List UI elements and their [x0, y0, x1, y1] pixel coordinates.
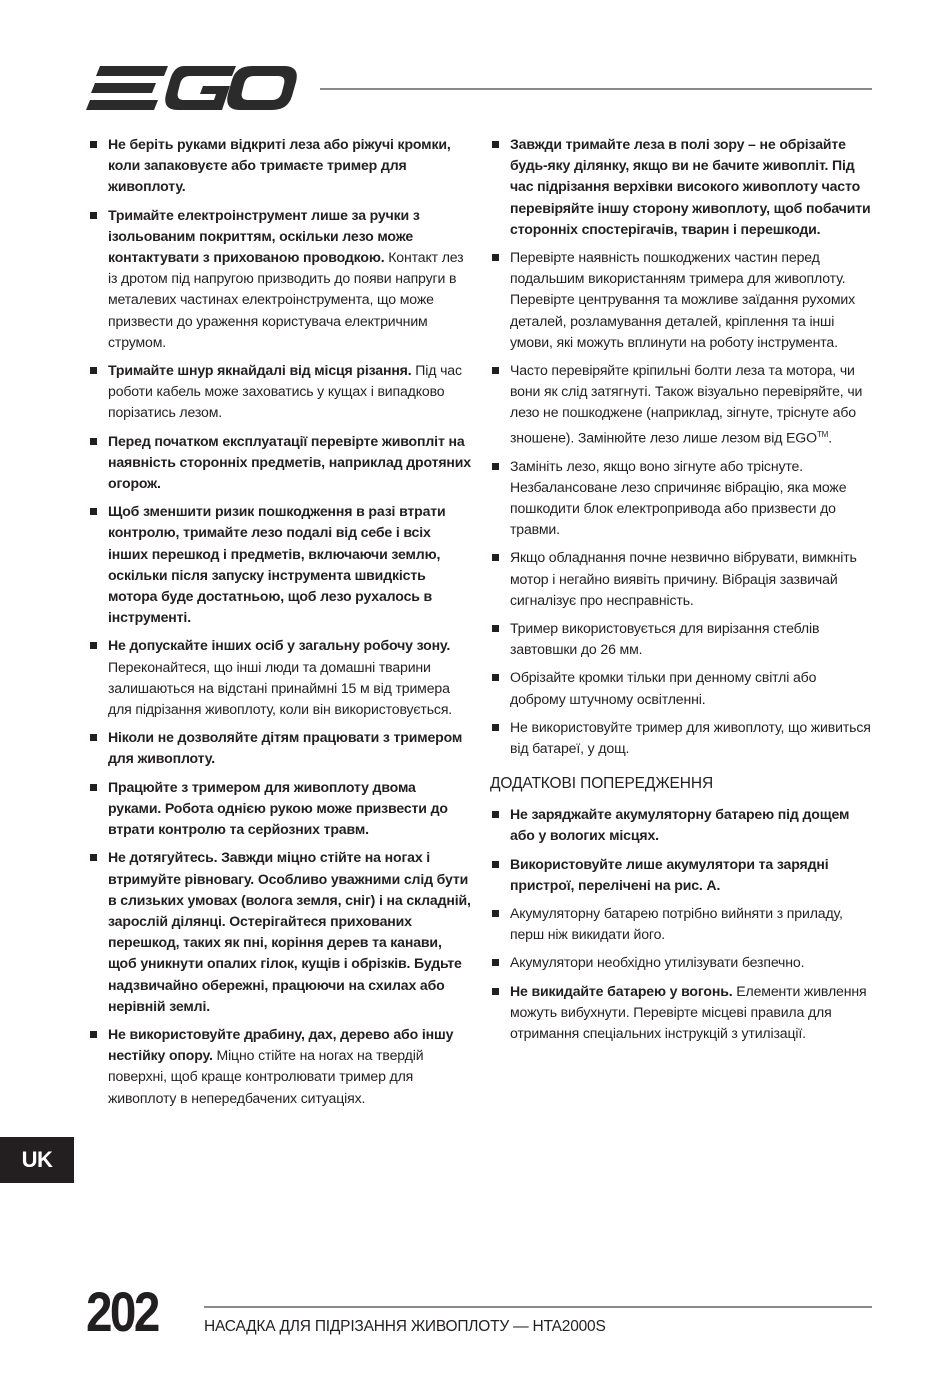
item-text: Елементи живлення можуть вибухнути. Перевірте місцеві правила для отримання спеціальних інструкцій з утилізації. — [510, 982, 867, 1041]
list-item — [490, 456, 874, 541]
list-item — [490, 667, 874, 709]
item-text-bold: Не викидайте батарею у вогонь. — [510, 982, 733, 999]
item-text: Акумуляторну батарею потрібно вийняти з приладу, перш ніж викидати його. — [510, 904, 843, 943]
list-item — [88, 847, 472, 1017]
item-text-bold: Завжди тримайте леза в полі зору – не обрізайте будь-яку ділянку, якщо ви не бачите живопліт. Під час підрізання верхівки високого живоплоту часто перевіряйте іншу сторону живоплоту, щоб побачити сторонніх спостерігачів, тварин і перешкоди. — [510, 136, 871, 237]
item-text-bold: Тримайте шнур якнайдалі від місця різання. — [108, 362, 412, 379]
footer-rule — [204, 1306, 872, 1308]
item-text: Перевірте наявність пошкоджених частин перед подальшим використанням тримера для живоплоту. Перевірте центрування та можливе заїдання рухомих деталей, розламування деталей, кріплення та інші умови, які можуть вплинути на роботу інструмента. — [510, 249, 855, 350]
item-text-bold: Не дотягуйтесь. Завжди міцно стійте на ногах і втримуйте рівновагу. Особливо уважними слід бути в слизьких умовах (волога земля, сніг) і на складній, зарослій ділянці. Остерігайтеся прихованих перешкод, таких як пні, коріння дерев та канави, щоб уникнути опалих гілок, кущів і обрізків. Будьте надзвичайно обережні, працюючи на схилах або нерівній землі. — [108, 849, 471, 1014]
item-text: Якщо обладнання почне незвично вібрувати, вимкніть мотор і негайно виявіть причину. Вібрація зазвичай сигналізує про несправність. — [510, 549, 857, 608]
item-text: Під час роботи кабель може заховатись у кущах і випадково порізатись лезом. — [108, 362, 462, 421]
footer-title: НАСАДКА ДЛЯ ПІДРІЗАННЯ ЖИВОПЛОТУ — HTA2000S — [204, 1318, 606, 1335]
item-text-bold: Щоб зменшити ризик пошкодження в разі втрати контролю, тримайте лезо подалі від себе і всіх інших перешкод і предметів, включаючи землю, оскільки після запуску інструмента швидкість мотора буде достатньою, щоб лезо рухалось в інструменті. — [108, 503, 446, 626]
item-text: . — [828, 429, 832, 446]
item-text: Переконайтеся, що інші люди та домашні тварини залишаються на відстані принаймні 15 м від тримера для підрізання живоплоту, коли він використовується. — [108, 658, 453, 718]
list-item — [88, 431, 472, 495]
item-text-bold: Тримайте електроінструмент лише за ручки з ізольованим покриттям, оскільки лезо може контактувати з прихованою проводкою. — [108, 206, 420, 266]
list-item — [490, 981, 874, 1045]
list-item — [490, 134, 874, 240]
additional-warnings-list — [490, 804, 874, 1044]
safety-list-right — [490, 134, 874, 759]
trademark-mark: TM — [816, 429, 829, 439]
item-text: Обрізайте кромки тільки при денному світлі або доброму штучному освітленні. — [510, 669, 817, 707]
left-column — [88, 134, 472, 1116]
additional-warnings-title: ДОДАТКОВІ ПОПЕРЕДЖЕННЯ — [490, 775, 714, 793]
header-rule — [320, 88, 872, 90]
item-text: Часто перевіряйте кріпильні болти леза та мотора, чи вони як слід затягнуті. Також візуально перевіряйте, чи лезо не пошкоджене (наприклад, зігнуте, тріснуте або зношене). Замінюйте лезо лише лезом від EGO — [510, 362, 863, 446]
list-item — [490, 903, 874, 945]
item-text-bold: Працюйте з тримером для живоплоту двома руками. Робота однією рукою може призвести до втрати контролю та серйозних травм. — [108, 778, 448, 838]
item-text: Замініть лезо, якщо воно зігнуте або тріснуте. Незбалансоване лезо спричиняє вібрацію, яка може пошкодити блок електропривода або призвести до травми. — [510, 457, 847, 538]
list-item — [88, 635, 472, 720]
item-text: Контакт лез із дротом під напругою призводить до появи напруги в металевих частинах електроінструмента, що може призвести до ураження користувача електричним струмом. — [108, 249, 464, 350]
list-item — [88, 501, 472, 628]
safety-list-left — [88, 134, 472, 1109]
list-item — [490, 547, 874, 611]
item-text: Тример використовується для вирізання стеблів завтовшки до 26 мм. — [510, 619, 820, 658]
item-text-bold: Не допускайте інших осіб у загальну робочу зону. — [108, 637, 451, 654]
language-tab: UK — [0, 1137, 74, 1183]
ego-logo — [86, 62, 298, 114]
list-item — [490, 247, 874, 353]
list-item — [88, 205, 472, 353]
page-number: 202 — [86, 1280, 158, 1343]
list-item — [88, 727, 472, 769]
list-item — [490, 854, 874, 896]
item-text-bold: Ніколи не дозволяйте дітям працювати з тримером для живоплоту. — [108, 729, 463, 767]
list-item — [88, 360, 472, 424]
list-item — [88, 1024, 472, 1109]
list-item — [88, 134, 472, 198]
list-item — [490, 717, 874, 759]
right-column — [490, 134, 874, 1051]
list-item — [490, 804, 874, 846]
item-text: Не використовуйте тример для живоплоту, що живиться від батареї, у дощ. — [510, 718, 871, 756]
item-text-bold: Не заряджайте акумуляторну батарею під дощем або у вологих місцях. — [510, 806, 850, 844]
item-text-bold: Перед початком експлуатації перевірте живопліт на наявність сторонніх предметів, наприклад дротяних огорож. — [108, 432, 471, 492]
list-item — [490, 618, 874, 660]
item-text-bold: Не беріть руками відкриті леза або ріжучі кромки, коли запаковуєте або тримаєте тример для живоплоту. — [108, 136, 451, 195]
list-item — [490, 360, 874, 449]
item-text-bold: Не використовуйте драбину, дах, дерево або іншу нестійку опору. — [108, 1025, 454, 1064]
item-text: Міцно стійте на ногах на твердій поверхні, щоб краще контролювати тример для живоплоту в непередбачених ситуаціях. — [108, 1047, 424, 1106]
list-item — [490, 952, 874, 973]
list-item — [88, 777, 472, 841]
item-text: Акумулятори необхідно утилізувати безпечно. — [510, 954, 805, 971]
item-text-bold: Використовуйте лише акумулятори та зарядні пристрої, перелічені на рис. A. — [510, 855, 829, 893]
